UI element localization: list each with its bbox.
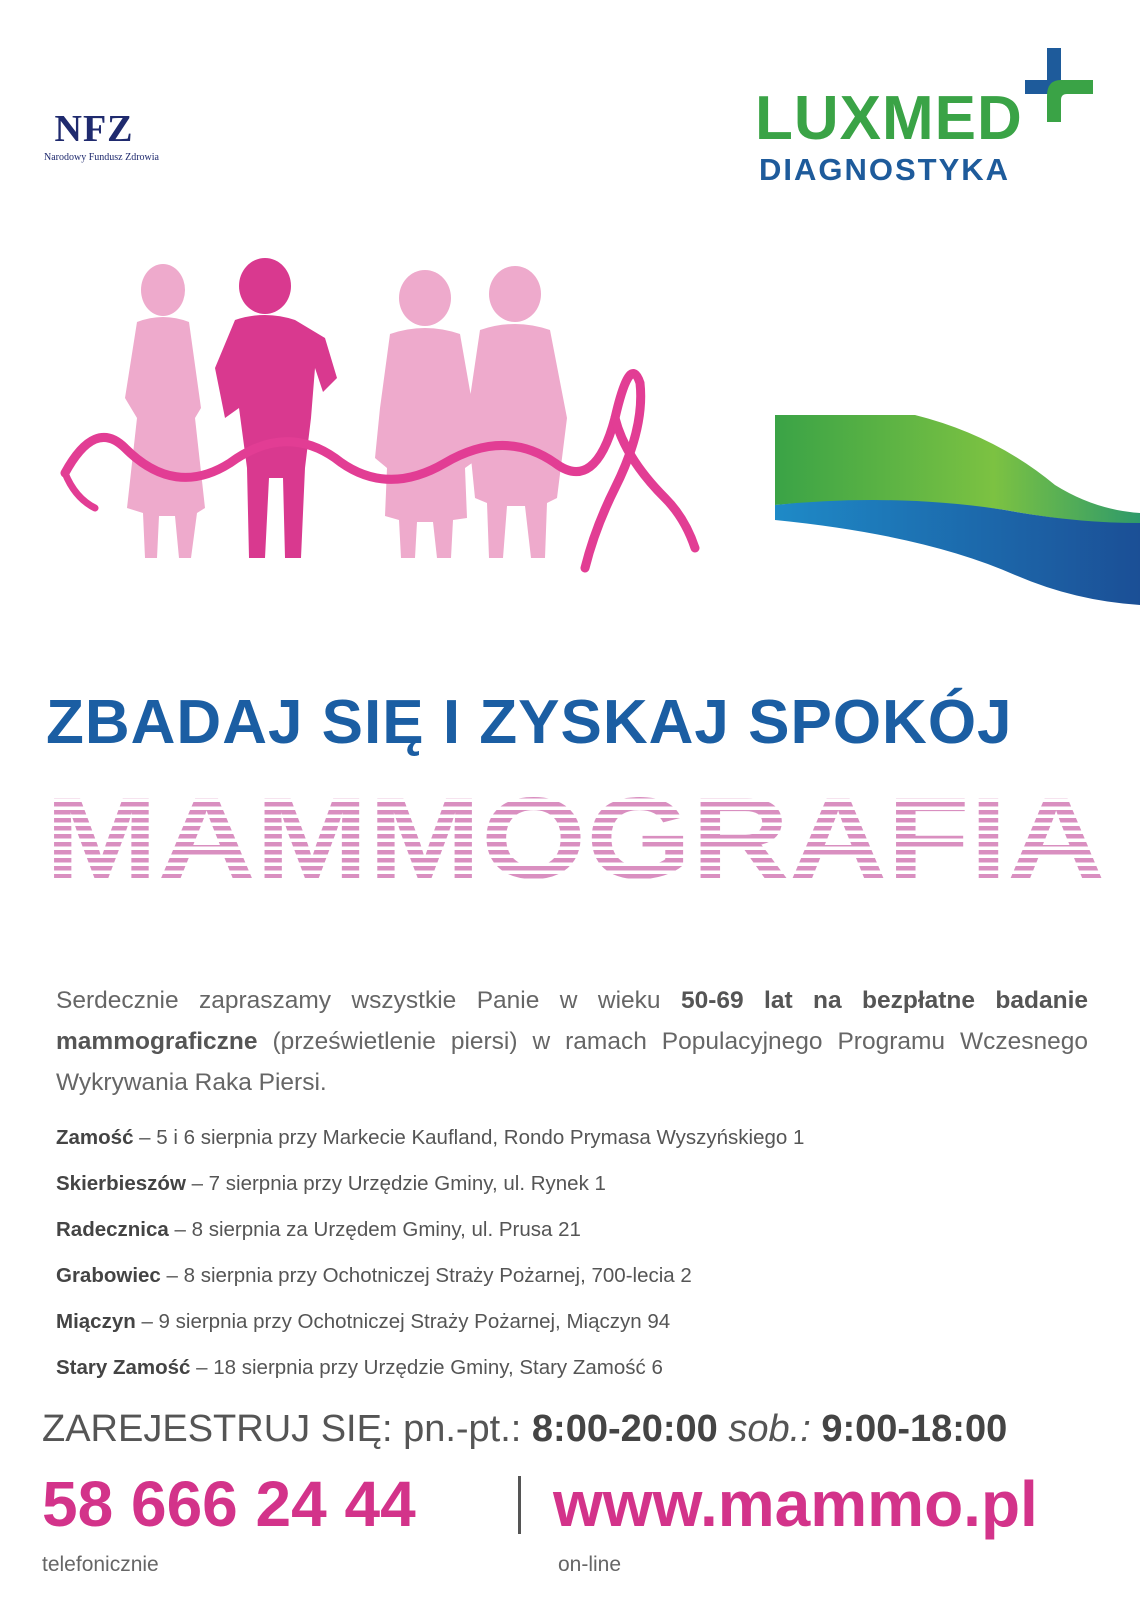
location-details: – 5 i 6 sierpnia przy Markecie Kaufland, Rondo Prymasa Wyszyńskiego 1 — [133, 1126, 805, 1149]
nfz-logo — [44, 110, 184, 163]
luxmed-cross-icon — [1017, 44, 1097, 124]
intro-paragraph — [56, 980, 1088, 1103]
location-details: – 18 sierpnia przy Urzędzie Gminy, Stary Zamość 6 — [190, 1356, 663, 1379]
saturday-hours: 9:00-18:00 — [821, 1408, 1008, 1450]
location-item — [56, 1345, 1096, 1391]
intro-text-end: (prześwietlenie piersi) w ramach Populacyjnego Programu Wczesnego Wykrywania Raka Piersi. — [56, 1028, 1088, 1096]
location-item — [56, 1207, 1096, 1253]
registration-hours — [42, 1410, 1007, 1448]
location-details: – 8 sierpnia przy Ochotniczej Straży Pożarnej, 700-lecia 2 — [160, 1264, 692, 1287]
mammografia-title — [40, 778, 1110, 888]
website-link[interactable]: www.mammo.pl — [553, 1468, 1038, 1540]
location-place: Zamość — [56, 1126, 134, 1149]
intro-text-bold: 50-69 lat na bezpłatne badanie mammograficzne — [56, 987, 1088, 1055]
phone-number[interactable]: 58 666 24 44 — [42, 1468, 416, 1540]
women-silhouettes-illustration — [55, 258, 715, 588]
register-label: ZAREJESTRUJ SIĘ: — [42, 1408, 404, 1450]
location-details: – 9 sierpnia przy Ochotniczej Straży Pożarnej, Miączyn 94 — [135, 1310, 671, 1333]
location-item — [56, 1115, 1096, 1161]
website-caption: on-line — [558, 1553, 622, 1576]
nfz-logo-mark: NFZ — [54, 108, 134, 150]
luxmed-logo — [755, 84, 1095, 198]
location-place: Radecznica — [56, 1218, 169, 1241]
location-item — [56, 1161, 1096, 1207]
location-place: Stary Zamość — [56, 1356, 191, 1379]
location-item — [56, 1253, 1096, 1299]
headline: ZBADAJ SIĘ I ZYSKAJ SPOKÓJ — [46, 688, 1013, 757]
luxmed-logo-subtitle: DIAGNOSTYKA — [759, 152, 1011, 187]
contact-separator — [518, 1476, 521, 1534]
green-blue-wave-decoration — [775, 415, 1140, 605]
locations-list — [56, 1115, 1096, 1391]
intro-text-start: Serdecznie zapraszamy wszystkie Panie w wieku — [56, 987, 681, 1014]
mammografia-title-text: MAMMOGRAFIA — [45, 778, 1105, 888]
location-item — [56, 1299, 1096, 1345]
location-details: – 7 sierpnia przy Urzędzie Gminy, ul. Rynek 1 — [185, 1172, 606, 1195]
nfz-logo-subtitle: Narodowy Fundusz Zdrowia — [44, 152, 159, 163]
luxmed-logo-name: LUXMED — [755, 84, 1023, 153]
weekday-hours: 8:00-20:00 — [531, 1408, 718, 1450]
saturday-label: sob.: — [717, 1408, 822, 1450]
location-place: Skierbieszów — [56, 1172, 186, 1195]
location-place: Miączyn — [56, 1310, 136, 1333]
weekday-label: pn.-pt.: — [403, 1408, 532, 1450]
location-details: – 8 sierpnia za Urzędem Gminy, ul. Prusa 21 — [168, 1218, 581, 1241]
phone-caption: telefonicznie — [42, 1553, 159, 1576]
location-place: Grabowiec — [56, 1264, 161, 1287]
